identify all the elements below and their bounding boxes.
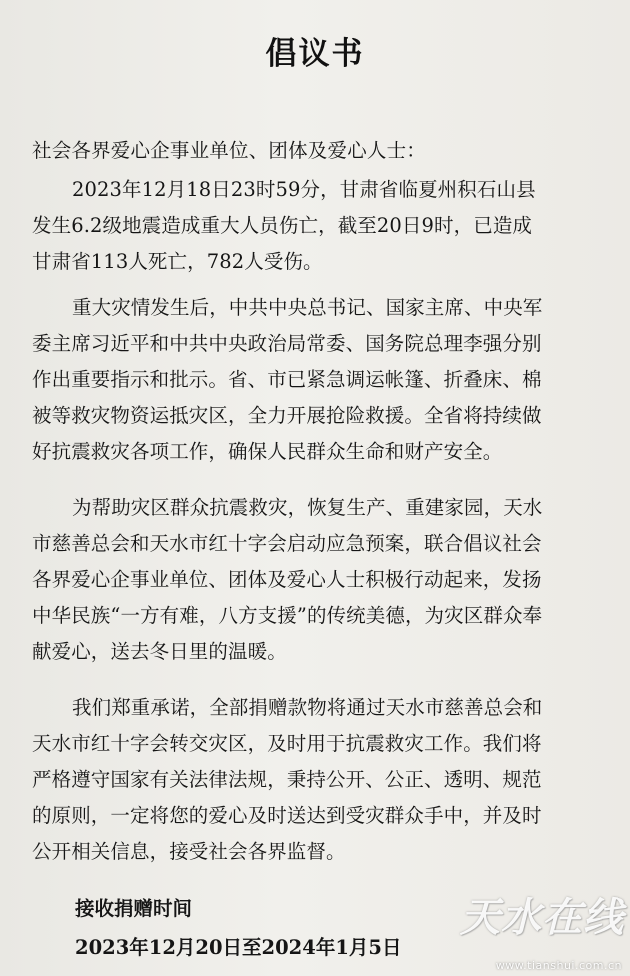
- paragraph-line: 市慈善总会和天水市红十字会启动应急预案，联合倡议社会: [32, 532, 542, 555]
- paragraph-line: 为帮助灾区群众抗震救灾，恢复生产、重建家园，天水: [72, 496, 543, 519]
- paragraph-commitment: [32, 690, 614, 870]
- paragraph-line: 被等救灾物资运抵灾区，全力开展抢险救援。全省将持续做: [32, 404, 542, 427]
- watermark-logo: 天水在线: [460, 895, 624, 941]
- paragraph-line: 的原则，一定将您的爱心及时送达到受灾群众手中，并及时: [32, 804, 542, 827]
- paragraph-line: 献爱心，送去冬日里的温暖。: [32, 640, 287, 663]
- paragraph-initiative: [32, 490, 614, 670]
- document-title: 倡议书: [265, 36, 365, 72]
- salutation: 社会各界爱心企事业单位、团体及爱心人士：: [32, 139, 427, 162]
- paragraph-line: 我们郑重承诺，全部捐赠款物将通过天水市慈善总会和: [72, 696, 543, 719]
- paragraph-earthquake: [32, 172, 614, 280]
- paragraph-line: 委主席习近平和中共中央政治局常委、国务院总理李强分别: [32, 332, 542, 355]
- paragraph-line: 发生6.2级地震造成重大人员伤亡，截至20日9时，已造成: [32, 214, 533, 237]
- paragraph-line: 2023年12月18日23时59分，甘肃省临夏州积石山县: [72, 178, 536, 201]
- paragraph-instructions: [32, 290, 614, 470]
- paragraph-line: 公开相关信息，接受社会各界监督。: [32, 840, 346, 863]
- paragraph-line: 甘肃省113人死亡，782人受伤。: [32, 250, 323, 273]
- watermark-url: www.tianshui.com.cn: [495, 959, 622, 972]
- paragraph-line: 作出重要指示和批示。省、市已紧急调运帐篷、折叠床、棉: [32, 368, 542, 391]
- paragraph-line: 严格遵守国家有关法律法规，秉持公开、公正、透明、规范: [32, 768, 542, 791]
- donation-period-heading: 接收捐赠时间: [75, 897, 193, 920]
- paragraph-line: 天水市红十字会转交灾区，及时用于抗震救灾工作。我们将: [32, 732, 542, 755]
- donation-period-dates: 2023年12月20日至2024年1月5日: [75, 936, 402, 959]
- site-watermark: [430, 886, 630, 976]
- paragraph-line: 中华民族“一方有难，八方支援”的传统美德，为灾区群众奉: [32, 604, 543, 627]
- paragraph-line: 重大灾情发生后，中共中央总书记、国家主席、中央军: [72, 296, 543, 319]
- paragraph-line: 好抗震救灾各项工作，确保人民群众生命和财产安全。: [32, 440, 503, 463]
- paragraph-line: 各界爱心企事业单位、团体及爱心人士积极行动起来，发扬: [32, 568, 542, 591]
